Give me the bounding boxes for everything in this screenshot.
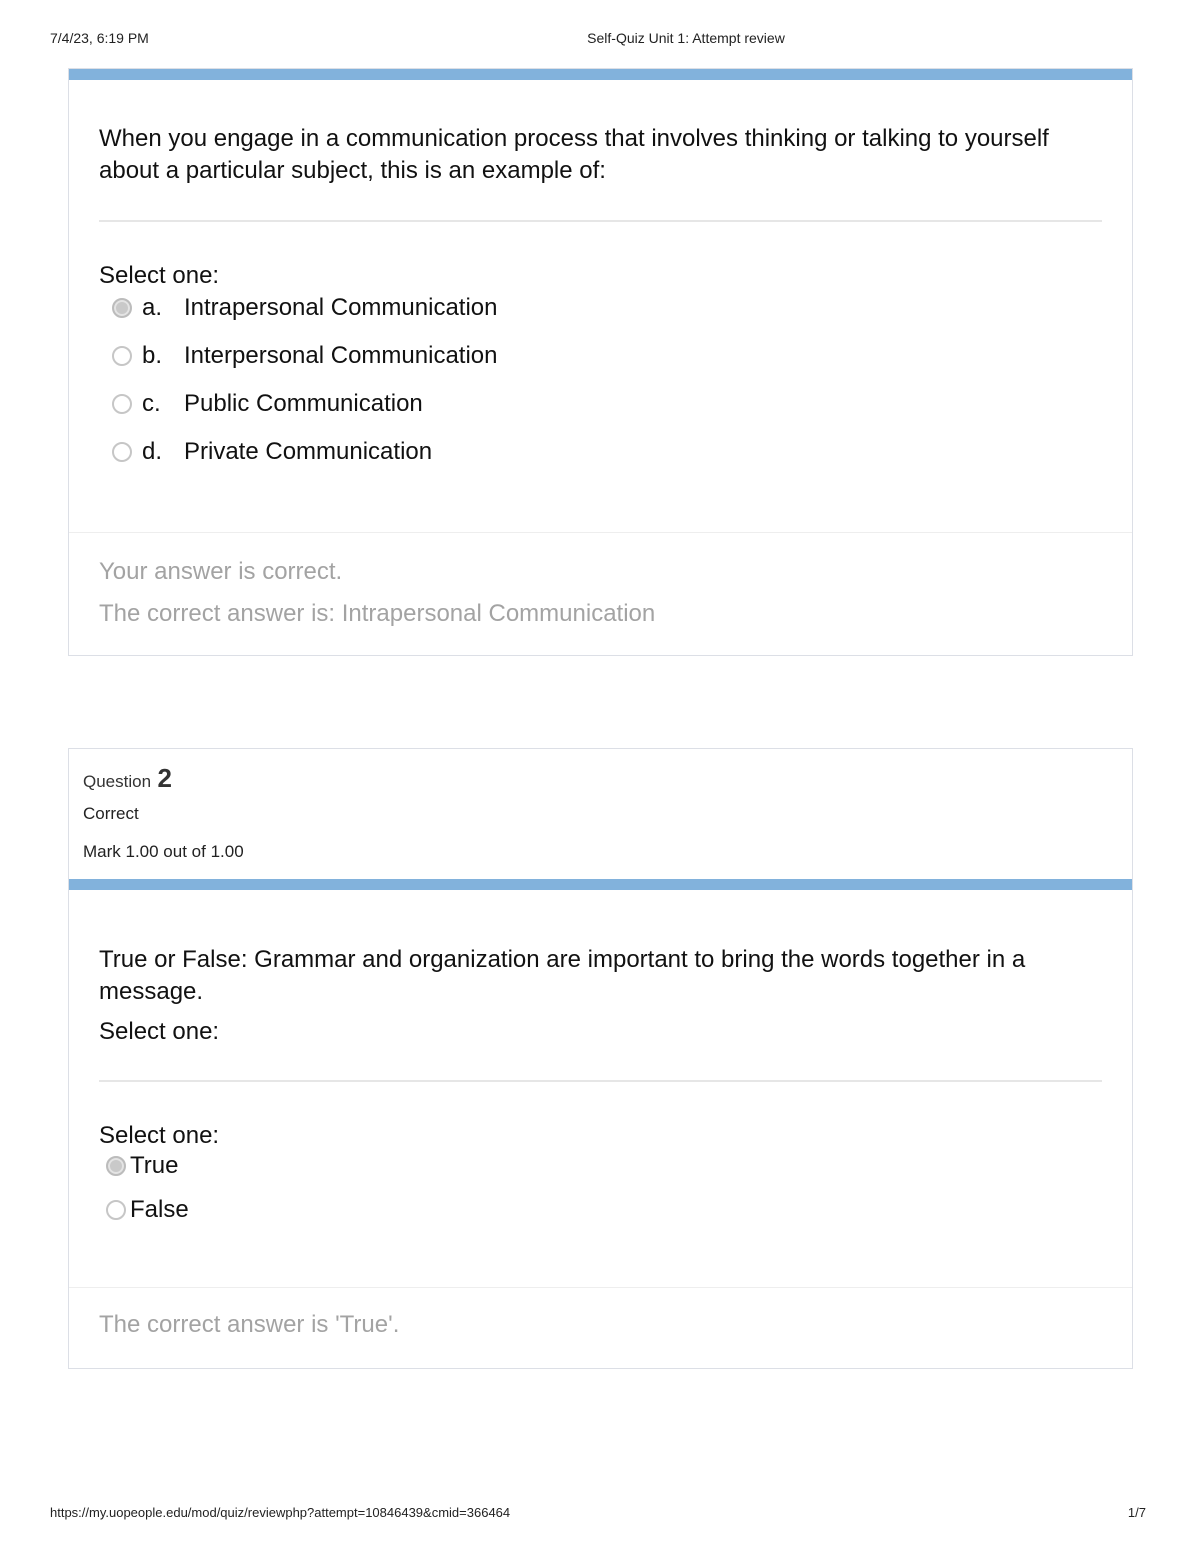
question-state: Correct (83, 804, 139, 823)
radio-option-c[interactable] (112, 394, 132, 414)
print-title: Self-Quiz Unit 1: Attempt review (587, 30, 785, 46)
radio-option-true[interactable] (106, 1156, 126, 1176)
question-1-answers (112, 284, 1102, 476)
option-letter: c. (142, 390, 161, 417)
option-letter: a. (142, 294, 163, 321)
question-1-select-label: Select one: (99, 262, 220, 289)
answer-option-false[interactable] (106, 1188, 1102, 1232)
question-2-answers (106, 1144, 1102, 1232)
question-1-card (68, 68, 1133, 656)
option-letter: b. (142, 342, 163, 369)
feedback-correct-answer: The correct answer is 'True'. (99, 1311, 400, 1338)
question-2-select-label: Select one: (99, 1122, 220, 1149)
question-2-inline-select-label: Select one: (99, 1018, 220, 1045)
radio-option-false[interactable] (106, 1200, 126, 1220)
print-date: 7/4/23, 6:19 PM (50, 30, 149, 46)
answer-option-a[interactable] (112, 284, 1102, 332)
answer-option-d[interactable] (112, 428, 1102, 476)
question-2-text: True or False: Grammar and organization are important to bring the words together in a message. (99, 946, 1026, 1005)
option-text: Interpersonal Communication (184, 342, 498, 369)
option-text: Private Communication (184, 438, 433, 465)
question-label: Question (83, 772, 152, 791)
question-2-band (69, 879, 1132, 890)
radio-option-b[interactable] (112, 346, 132, 366)
answer-option-true[interactable] (106, 1144, 1102, 1188)
print-url: https://my.uopeople.edu/mod/quiz/reviewphp?attempt=10846439&cmid=366464 (50, 1505, 511, 1520)
radio-option-a[interactable] (112, 298, 132, 318)
question-2-feedback (69, 1287, 1132, 1346)
option-text: True (130, 1152, 179, 1179)
question-number: 2 (157, 763, 172, 793)
question-2-card (68, 748, 1133, 1369)
question-1-text: When you engage in a communication process that involves thinking or talking to yourself about a particular subject, this is an example of: (99, 125, 1049, 184)
option-text: False (130, 1196, 189, 1223)
question-1-band (69, 69, 1132, 80)
question-1-feedback (69, 532, 1132, 635)
option-letter: d. (142, 438, 163, 465)
answer-option-c[interactable] (112, 380, 1102, 428)
answer-option-b[interactable] (112, 332, 1102, 380)
print-page-number: 1/7 (1127, 1505, 1146, 1520)
option-text: Public Communication (184, 390, 423, 417)
feedback-result: Your answer is correct. (99, 558, 343, 585)
feedback-correct-answer: The correct answer is: Intrapersonal Communication (99, 600, 656, 627)
option-text: Intrapersonal Communication (184, 294, 498, 321)
question-1-divider (99, 220, 1102, 222)
radio-option-d[interactable] (112, 442, 132, 462)
question-2-divider (99, 1080, 1102, 1082)
question-mark: Mark 1.00 out of 1.00 (83, 842, 244, 861)
question-1-body (69, 123, 1132, 476)
question-2-info (69, 749, 1132, 879)
question-2-body (69, 944, 1132, 1232)
